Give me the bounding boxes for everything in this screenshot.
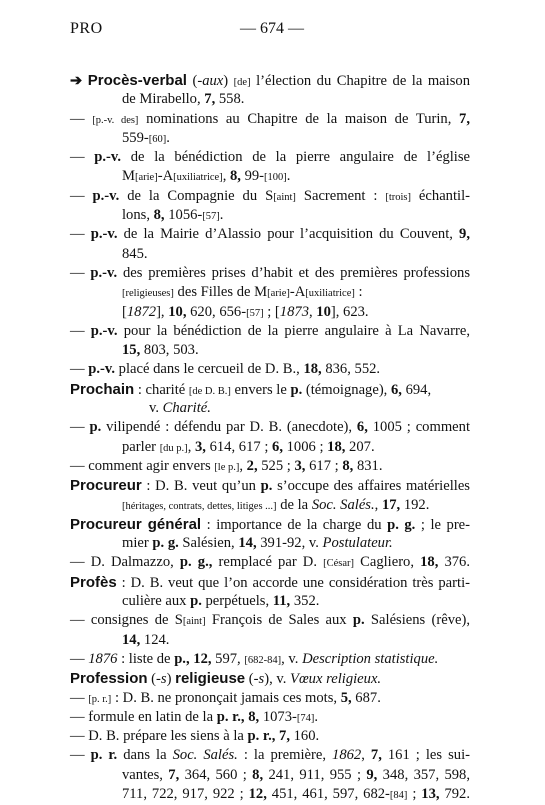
line-text: de la Mairie d’Alassio pour l’acquisition du Couvent, [117,226,460,243]
line-text: — [70,149,95,166]
line-text: 836, 552. [321,361,381,378]
index-line [70,90,470,109]
line-text: Postulateur. [322,535,393,552]
line-text: p. g., [179,554,213,571]
line-text: 694, [401,381,432,398]
line-text: : D. B. veut qu’un [141,478,261,495]
line-text: [le p.] [214,461,240,473]
index-line [70,110,470,129]
index-line [70,129,470,148]
index-line [70,283,470,302]
line-text: 18, [420,554,439,571]
line-text: 5, [340,689,352,706]
index-line [70,689,470,708]
line-text: lons, [122,207,154,224]
line-text: Soc. Salés. [311,496,375,513]
line-text: l’élection du Chapitre de la maison [250,73,470,89]
index-line [70,708,470,727]
page-number: — 674 — [240,20,304,37]
line-text: [César] [323,558,354,570]
line-text: vantes, [122,766,169,783]
line-text: : importance de la charge du [201,516,388,533]
line-text: des Filles de M [173,284,268,301]
line-text: 8, [153,207,165,224]
line-text: 10 [316,303,331,320]
line-text: 12, [193,650,212,667]
line-text: p.-v. [88,361,116,378]
line-text: ; [407,785,422,802]
line-text: 558. [215,91,245,108]
line-text: Salésien, [178,535,239,552]
line-text: , [222,168,230,185]
index-line [70,71,470,90]
line-text: 14, [238,535,257,552]
line-text: 348, 357, 598, [377,766,471,783]
line-text: p. r., [247,728,276,745]
line-text: Salésiens (rêve), [364,612,470,629]
line-text: , v. [281,650,303,667]
line-text: . [166,129,170,146]
line-text: [religieuses] [122,288,174,300]
line-text: 9, [459,226,470,243]
line-text: [trois] [385,191,412,203]
line-text: 352. [290,593,320,610]
entry-headword: Profès [70,573,117,591]
line-text: p.-v. [90,264,118,281]
line-text: — [70,264,91,281]
line-text: 10, [168,303,187,320]
line-text: ) [166,671,176,688]
line-text: 161 ; les sui- [381,747,471,764]
line-text: 8, [248,708,260,725]
line-text: 7, [204,91,216,108]
line-text: 192. [400,496,430,513]
index-line [70,167,470,186]
line-text: 614, 617 ; [205,438,273,455]
line-text: [57] [202,211,220,223]
line-text: — D. Dalmazzo, [70,554,180,571]
line-text: [aint] [273,191,296,203]
running-head: PRO [70,20,103,37]
line-text: . [314,708,319,725]
line-text: 7, [459,110,470,127]
line-text: 207. [345,438,375,455]
line-text: p. [352,612,365,629]
line-text: 17, [381,496,401,513]
index-line [70,322,470,341]
line-text: : D. B. veut que l’on accorde une considération très parti- [116,574,470,591]
line-text: ( [147,671,157,688]
line-text: p.-v. [90,226,118,243]
line-text: — [70,361,89,378]
index-line [70,592,470,611]
index-line [70,573,470,592]
line-text: , [308,303,317,320]
line-text: vilipendé : défendu par D. B. (anecdote), [101,419,357,436]
line-text: 620, 656- [186,303,247,320]
entry-headword: Procureur [70,477,142,495]
line-text: 617 ; [305,457,343,474]
line-text: 391-92, v. [256,535,323,552]
line-text: — consignes de S [70,612,183,629]
line-text: de la bénédiction de la pierre angulaire de l’église [121,149,471,166]
index-line [70,746,470,765]
line-text: 1073- [259,708,297,725]
line-text: 6, [390,381,402,398]
line-text: [aint] [182,616,206,628]
line-text: — formule en latin de la [70,708,217,725]
line-text: 1873 [279,303,309,320]
line-text: [du p.] [159,442,188,454]
line-text: — D. B. prépare les siens à la [70,728,248,745]
line-text: 1056- [164,207,203,224]
line-text: M [122,168,135,185]
line-text: p. [260,478,273,495]
index-line [70,650,470,669]
line-text: mier [122,535,153,552]
line-text: ; [ [263,303,280,320]
line-text: [p. r.] [88,693,112,705]
line-text: -s [156,671,167,688]
line-text: ; le pre- [415,516,471,533]
line-text: Sacrement : [295,187,386,204]
line-text: 14, [122,631,141,648]
line-text: 8, [229,168,241,185]
line-text: p. g. [152,535,179,552]
line-text: de la Compagnie du S [119,187,274,204]
index-line [70,380,470,399]
line-text: 451, 461, 597, 682- [266,785,390,802]
index-line [70,631,470,650]
line-text: 241, 911, 955 ; [263,766,367,783]
line-text: p.-v. [92,187,120,204]
line-text: 845. [122,245,148,262]
line-text: -A [157,168,174,185]
line-text: -s [253,671,265,688]
entry-headword: religieuse [175,670,246,688]
line-text: 1005 ; comment [367,419,471,436]
index-line [70,418,470,437]
line-text: 6, [356,419,368,436]
index-line [70,727,470,746]
line-text: 99- [240,168,265,185]
line-text: [uxiliatrice] [173,172,223,184]
line-text: 6, [272,438,283,455]
index-line [70,611,470,630]
index-line [70,476,470,495]
index-line [70,438,470,457]
line-text: dans la [117,747,173,764]
line-text: p.-v. [94,149,122,166]
line-text: Description statistique. [302,650,439,667]
line-text: 11, [272,593,291,610]
index-line [70,225,470,244]
line-text: des premières prises d’habit et des premières professions [117,264,470,281]
line-text: — [70,650,89,667]
line-text: -A [289,284,306,301]
index-line [70,534,470,553]
line-text: — [70,689,89,706]
line-text: ( [186,73,198,89]
line-text: [de] [233,77,251,88]
line-text: p. r. [90,747,118,764]
line-text: , [374,496,382,513]
line-text: parler [122,438,160,455]
entry-headword: Prochain [70,380,135,398]
line-text: [60] [148,133,167,145]
line-text: 1006 ; [282,438,328,455]
line-text: : liste de [117,650,175,667]
line-text: [héritages, contrats, dettes, litiges ...] [122,500,277,512]
line-text: [uxiliatrice] [305,288,355,300]
line-text: . [219,207,224,224]
line-text: [arie] [134,172,158,184]
line-text: — [70,226,91,243]
line-text: 711, 722, 917, 922 ; [122,785,249,802]
line-text: p. [290,381,303,398]
line-text: — [70,322,91,339]
index-line [70,669,470,688]
line-text: — [70,110,93,127]
line-text: Soc. Salés. [172,747,238,764]
line-text: 18, [327,438,346,455]
line-text: [57] [246,307,264,319]
line-text: ), v. [264,671,291,688]
line-text: 15, [122,342,141,359]
line-text: 376. [438,554,471,571]
line-text: 7, [370,747,382,764]
entry-headword: Profession [70,670,148,688]
line-text: : la première, [237,747,333,764]
line-text: 9, [366,766,378,783]
line-text: 12, [248,785,267,802]
line-text: 364, 560 ; [179,766,253,783]
index-line [70,303,470,322]
line-text: ➔ [70,73,88,89]
line-text: (témoignage), [302,381,391,398]
line-text: p.-v. [90,322,118,339]
line-text: culière aux [122,593,191,610]
index-line [70,496,470,515]
line-text: pour la bénédiction de la pierre angulaire à La Navarre, [117,322,470,339]
page-header [70,20,470,40]
line-text: p., [174,650,190,667]
line-text: [74] [296,712,315,724]
index-line [70,515,470,534]
line-text: 597, [211,650,245,667]
index-line [70,553,470,572]
line-text: échantil- [411,187,470,204]
line-text: , [361,747,371,764]
line-text: p. g. [387,516,416,533]
index-line [70,457,470,476]
line-text: — [70,187,93,204]
index-line [70,399,470,418]
line-text: 1876 [88,650,118,667]
line-text: : [354,284,363,301]
line-text: envers le [230,381,291,398]
index-line [70,341,470,360]
line-text: s’occupe des affaires matérielles [272,478,470,495]
line-text: [84] [389,789,408,801]
index-line [70,187,470,206]
line-text: [ [122,303,127,320]
line-text: [682-84] [244,654,282,666]
line-text: , [239,457,247,474]
line-text: [100] [264,172,287,184]
line-text: p. r., [216,708,245,725]
line-text: 525 ; [257,457,295,474]
line-text: 1862 [332,747,362,764]
line-text: 160. [289,728,320,745]
line-text: p. [190,593,202,610]
line-text: 7, [279,728,290,745]
line-text: 8, [342,457,354,474]
line-text: 792. [439,785,471,802]
line-text: — [70,419,90,436]
line-text: remplacé par D. [212,554,324,571]
line-text: , [187,438,195,455]
line-text: 3, [194,438,206,455]
line-text: [arie] [267,288,290,300]
line-text: de Mirabello, [122,91,205,108]
line-text: 7, [168,766,180,783]
line-text: François de Sales aux [205,612,353,629]
line-text: 18, [303,361,322,378]
index-line [70,766,470,785]
line-text: 3, [294,457,306,474]
line-text: [de D. B.] [188,385,231,397]
line-text: — comment agir envers [70,457,215,474]
line-text: -aux [197,73,224,89]
line-text: Cagliero, [354,554,421,571]
line-text: ( [245,671,254,688]
entry-headword: Procureur général [70,515,202,533]
index-line [70,148,470,167]
index-line [70,264,470,283]
line-text: v. [149,400,163,417]
line-text: : D. B. ne prononçait jamais ces mots, [111,689,341,706]
line-text: 687. [351,689,381,706]
index-entries [70,71,470,804]
line-text: 559- [122,129,149,146]
index-line [70,785,470,804]
line-text: 2, [246,457,258,474]
line-text: 831. [353,457,383,474]
line-text: 124. [140,631,170,648]
line-text: de la [276,496,312,513]
line-text: ) [223,73,234,89]
entry-headword: Procès-verbal [87,72,187,89]
line-text: 8, [252,766,264,783]
line-text: ], 623. [330,303,369,320]
line-text: 13, [421,785,440,802]
line-text: placé dans le cercueil de D. B., [115,361,304,378]
line-text: Charité. [162,400,211,417]
index-line [70,206,470,225]
line-text: 1872 [126,303,157,320]
line-text: p. [89,419,102,436]
line-text: perpétuels, [201,593,273,610]
line-text: . [286,168,291,185]
index-line [70,360,470,379]
line-text: : charité [134,381,189,398]
index-line [70,245,470,264]
line-text: 803, 503. [140,342,199,359]
line-text: [p.-v. des] [92,114,139,126]
line-text: — [70,747,91,764]
line-text: nominations au Chapitre de la maison de Turin, [138,110,460,127]
line-text: ], [156,303,169,320]
line-text: Vœux religieux. [290,671,382,688]
